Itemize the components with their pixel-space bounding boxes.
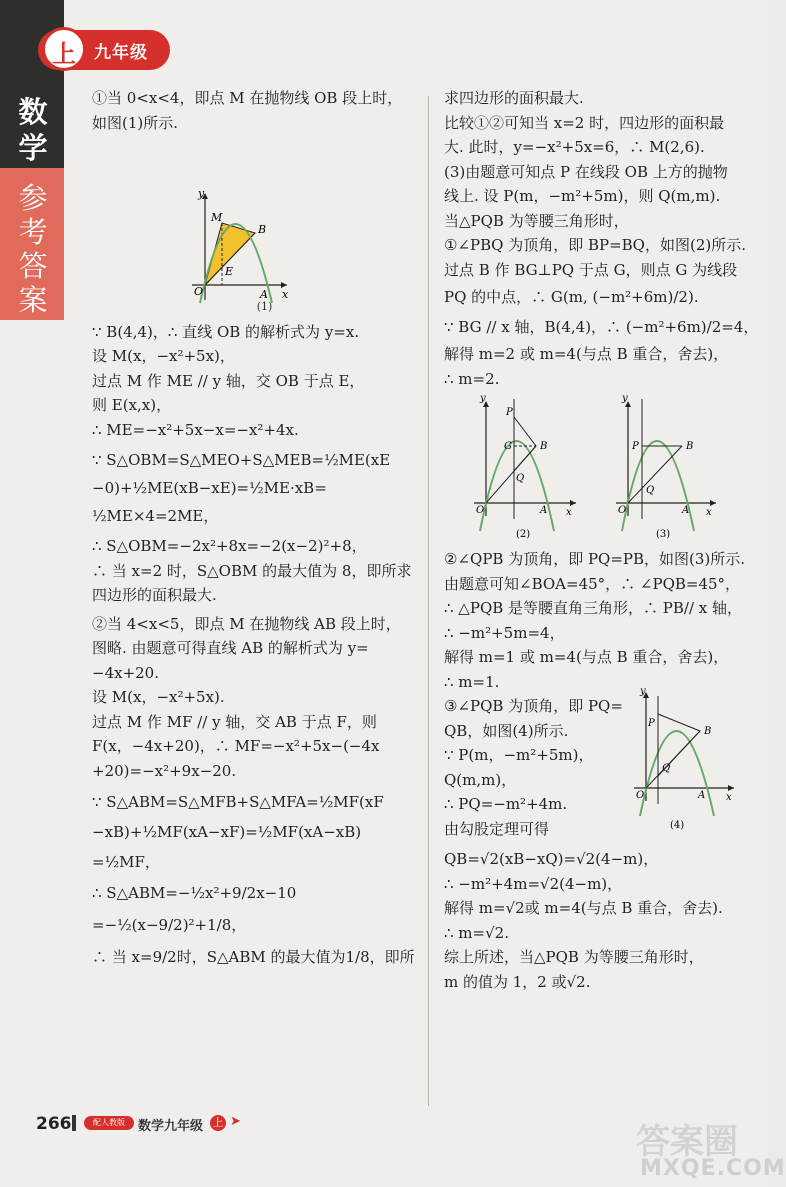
- label-m: M: [211, 211, 223, 224]
- figure-1: [92, 135, 417, 305]
- text-line: 过点 M 作 ME // y 轴，交 OB 于点 E，: [92, 371, 365, 390]
- text-line: QB，如图(4)所示.: [444, 721, 569, 740]
- text-line: ①∠PBQ 为顶角，即 BP=BQ，如图(2)所示.: [444, 236, 746, 254]
- text-line: −xB)+½MF(xA−xF)=½MF(xA−xB): [92, 823, 362, 841]
- label-x: x: [282, 288, 289, 301]
- text-line: ∴ m=√2.: [444, 923, 509, 942]
- fig2-label-o: O: [476, 505, 485, 516]
- label-e: E: [225, 265, 234, 278]
- text-line: ∴ m=2.: [444, 369, 500, 388]
- footer-volume-circle: 上: [210, 1115, 226, 1131]
- text-line: Q(m,m)，: [444, 770, 517, 789]
- fig2-label-a: A: [540, 505, 548, 516]
- fig4-label-p: P: [648, 718, 655, 729]
- fig4-label-x: x: [726, 792, 732, 803]
- text-line: ②∠QPB 为顶角，即 PQ=PB，如图(3)所示.: [444, 550, 746, 568]
- fig3-label-y: y: [622, 393, 628, 404]
- text-line: 由题意可知∠BOA=45°，∴ ∠PQB=45°，: [444, 574, 741, 593]
- text-line: ∴ 当 x=9/2时，S△ABM 的最大值为1/8，即所: [92, 948, 415, 966]
- label-o: O: [194, 285, 204, 298]
- text-line: ∴ m=1.: [444, 672, 500, 691]
- text-line: 则 E(x,x)，: [92, 396, 172, 414]
- text-line: (3)由题意可知点 P 在线段 OB 上方的抛物: [444, 162, 728, 181]
- text-line: ∵ S△OBM=S△MEO+S△MEB=½ME(xE: [92, 451, 391, 469]
- text-line: ∴ △PQB 是等腰直角三角形，∴ PB// x 轴，: [444, 599, 743, 617]
- section-char-1: 参: [18, 181, 48, 215]
- text-line: 当△PQB 为等腰三角形时，: [444, 211, 629, 230]
- text-line: =−½(x−9/2)²+1/8，: [92, 916, 247, 934]
- text-line: ∵ BG // x 轴，B(4,4)，∴ (−m²+6m)/2=4，: [444, 318, 759, 336]
- text-line: 大. 此时，y=−x²+5x=6，∴ M(2,6).: [444, 138, 705, 156]
- figure-1-caption: (1): [256, 300, 273, 313]
- subject-char-1: 数: [18, 95, 48, 129]
- page-number: 266: [36, 1114, 72, 1134]
- text-line: ∵ S△ABM=S△MFB+S△MFA=½MF(xF: [92, 793, 384, 811]
- text-line: ①当 0<x<4，即点 M 在抛物线 OB 段上时，: [92, 89, 403, 107]
- section-tab: [0, 168, 64, 320]
- fig3-label-q: Q: [646, 485, 655, 496]
- text-line: −0)+½ME(xB−xE)=½ME·xB=: [92, 479, 327, 497]
- fig2-triangle: [514, 417, 536, 471]
- text-line: 四边形的面积最大.: [92, 586, 217, 604]
- fig2-label-g: G: [504, 441, 512, 452]
- fig2-label-b: B: [540, 441, 548, 452]
- text-line: ½ME×4=2ME，: [92, 507, 219, 525]
- watermark-url: MXQE.COM: [640, 1156, 786, 1181]
- text-line: 由勾股定理可得: [444, 819, 550, 838]
- text-line: 解得 m=2 或 m=4(与点 B 重合，舍去)，: [444, 345, 729, 363]
- text-line: F(x，−4x+20)，∴ MF=−x²+5x−(−4x: [92, 737, 380, 755]
- fig3-parabola: [622, 441, 694, 531]
- text-line: 设 M(x，−x²+5x).: [92, 688, 225, 706]
- text-line: 线上. 设 P(m，−m²+5m)，则 Q(m,m).: [444, 187, 721, 205]
- text-line: 如图(1)所示.: [92, 113, 179, 132]
- grade-label: 九年级: [94, 43, 148, 63]
- text-line: QB=√2(xB−xQ)=√2(4−m)，: [444, 850, 659, 868]
- fig3-label-a: A: [682, 505, 690, 516]
- text-line: 解得 m=√2或 m=4(与点 B 重合，舍去).: [444, 899, 723, 917]
- text-line: ∴ S△OBM=−2x²+8x=−2(x−2)²+8，: [92, 537, 367, 555]
- fig4-label-y: y: [640, 686, 646, 697]
- text-line: 综上所述，当△PQB 为等腰三角形时，: [444, 948, 704, 966]
- figure-4-caption: (4): [670, 820, 685, 831]
- fig2-parabola: [480, 441, 554, 531]
- text-line: −4x+20.: [92, 663, 159, 682]
- text-line: ∴ ME=−x²+5x−x=−x²+4x.: [92, 420, 299, 439]
- text-line: PQ 的中点，∴ G(m, (−m²+6m)/2).: [444, 288, 699, 306]
- section-char-3: 答: [18, 249, 48, 283]
- text-line: ②当 4<x<5，即点 M 在抛物线 AB 段上时，: [92, 614, 401, 633]
- section-char-2: 考: [18, 215, 48, 249]
- arrow-right-icon: ➤: [230, 1114, 241, 1129]
- fig2-label-p: P: [506, 407, 513, 418]
- label-b: B: [258, 223, 267, 236]
- text-line: ∴ S△ABM=−½x²+9/2x−10: [92, 884, 297, 902]
- text-line: 求四边形的面积最大.: [444, 89, 584, 107]
- fig3-label-p: P: [632, 441, 639, 452]
- text-line: 图略. 由题意可得直线 AB 的解析式为 y=: [92, 639, 369, 657]
- fig2-label-y: y: [480, 393, 486, 404]
- text-line: ∴ −m²+5m=4，: [444, 623, 565, 642]
- footer-title: 数学九年级: [138, 1119, 204, 1134]
- right-column: [444, 86, 759, 994]
- text-line: 解得 m=1 或 m=4(与点 B 重合，舍去)，: [444, 648, 729, 666]
- label-a: A: [260, 288, 268, 301]
- text-line: +20)=−x²+9x−20.: [92, 761, 237, 780]
- text-line: ∴ 当 x=2 时，S△OBM 的最大值为 8，即所求: [92, 561, 412, 580]
- fig3-label-o: O: [618, 505, 627, 516]
- fig4-x-arrow-icon: [728, 785, 734, 791]
- text-line: m 的值为 1，2 或√2.: [444, 972, 591, 991]
- grade-circle: [42, 27, 86, 71]
- subject-char-2: 学: [18, 131, 48, 165]
- label-y: y: [198, 187, 205, 200]
- text-line: ∴ −m²+4m=√2(4−m)，: [444, 874, 623, 893]
- fig3-label-x: x: [706, 507, 712, 518]
- figure-2-caption: (2): [516, 529, 531, 540]
- fig3-label-b: B: [686, 441, 694, 452]
- fig2-x-arrow-icon: [570, 500, 576, 506]
- figures-2-3: [444, 391, 749, 541]
- column-divider: [428, 96, 429, 1106]
- fig4-parabola: [640, 731, 714, 816]
- fig3-x-arrow-icon: [710, 500, 716, 506]
- text-line: =½MF，: [92, 853, 160, 871]
- fig2-label-x: x: [566, 507, 572, 518]
- figure-3-caption: (3): [656, 529, 671, 540]
- left-column: [92, 86, 417, 973]
- footer-bar: [72, 1115, 76, 1131]
- subject-tab: [0, 0, 64, 168]
- fig4-label-o: O: [636, 790, 645, 801]
- text-line: 过点 M 作 MF // y 轴，交 AB 于点 F，则: [92, 712, 377, 731]
- text-line: ③∠PQB 为顶角，即 PQ=: [444, 697, 623, 715]
- fig2-label-q: Q: [516, 473, 525, 484]
- text-line: ∴ PQ=−m²+4m.: [444, 795, 568, 813]
- grade-char: 上: [52, 40, 76, 68]
- watermark-logo: 答案圈: [636, 1122, 738, 1162]
- text-line: ∵ P(m，−m²+5m)，: [444, 746, 594, 764]
- text-line: 设 M(x，−x²+5x)，: [92, 347, 235, 365]
- figure-4: [624, 686, 744, 836]
- text-line: 比较①②可知当 x=2 时，四边形的面积最: [444, 113, 725, 132]
- fig4-label-q: Q: [662, 763, 671, 774]
- fig4-label-b: B: [704, 726, 712, 737]
- fig4-label-a: A: [698, 790, 706, 801]
- edition-badge: 配人教版: [84, 1116, 134, 1130]
- text-line: 过点 B 作 BG⊥PQ 于点 G，则点 G 为线段: [444, 260, 738, 279]
- section-char-4: 案: [18, 283, 48, 317]
- text-line: ∵ B(4,4)，∴ 直线 OB 的解析式为 y=x.: [92, 322, 360, 341]
